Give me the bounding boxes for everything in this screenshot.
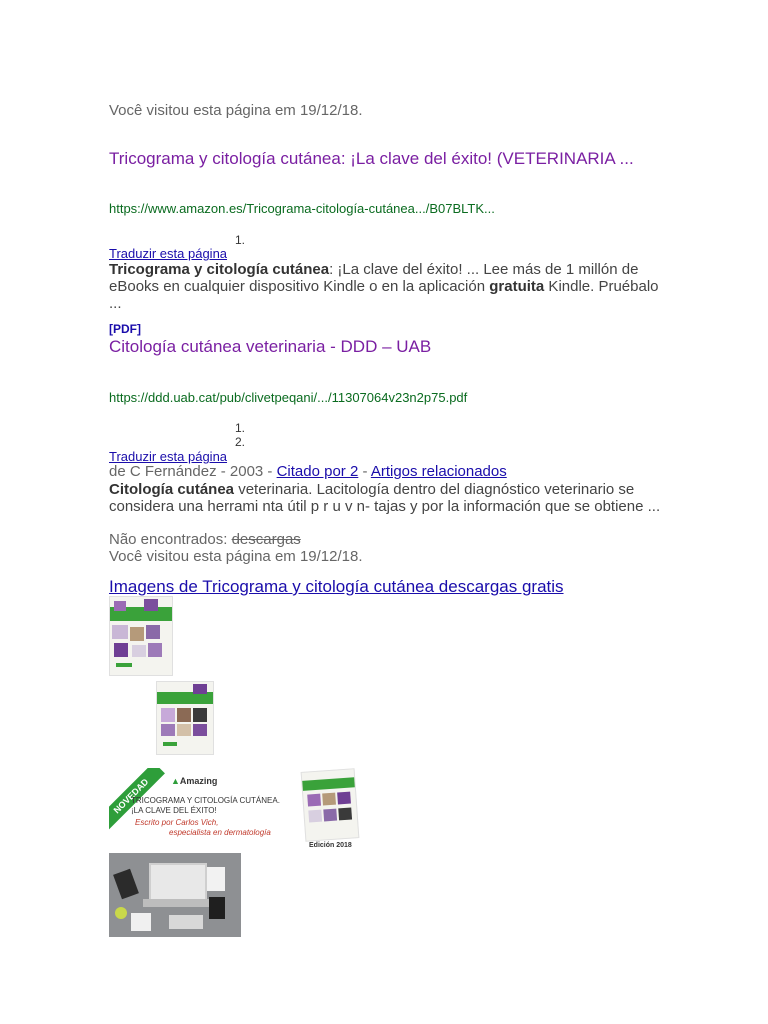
banner-author: Escrito por Carlos Vich, bbox=[135, 818, 219, 827]
result-2-snippet bbox=[109, 481, 669, 515]
meta-separator: - bbox=[358, 463, 371, 480]
coaster bbox=[115, 907, 127, 919]
result-1-translate-link[interactable]: Traduzir esta página bbox=[109, 246, 228, 261]
image-thumbnail-book-cover[interactable] bbox=[109, 596, 173, 676]
snippet-text: veterinaria. Lacitología dentro del diagnóstico veterinario se considera una herrami nta útil p r u v n- tajas y por la información que se obtiene ... bbox=[109, 481, 661, 515]
result-2-list-number: 2. bbox=[235, 435, 246, 449]
result-2-url[interactable]: https://ddd.uab.cat/pub/clivetpeqani/.../11307064v23n2p75.pdf bbox=[109, 390, 468, 405]
snippet-text: Kindle. Pruébalo ... bbox=[109, 278, 659, 312]
visited-note: Você visitou esta página em 19/12/18. bbox=[109, 102, 363, 119]
missing-label: Não encontrados: bbox=[109, 531, 232, 548]
image-thumbnail-desk-photo[interactable] bbox=[109, 853, 241, 937]
image-thumbnail-book-cover[interactable] bbox=[156, 681, 214, 755]
brand-logo: ▲Amazing bbox=[171, 776, 218, 786]
banner-title: TRICOGRAMA Y CITOLOGÍA CUTÁNEA. bbox=[131, 796, 280, 805]
edition-label: Edición 2018 bbox=[309, 842, 352, 849]
result-2-meta bbox=[109, 463, 507, 480]
visited-note: Você visitou esta página em 19/12/18. bbox=[109, 548, 363, 565]
banner-author-role: especialista en dermatología bbox=[169, 828, 271, 837]
result-2-list-number: 1. bbox=[235, 421, 246, 435]
laptop-screen bbox=[149, 863, 207, 901]
result-2-translate-link[interactable]: Traduzir esta página bbox=[109, 449, 228, 464]
snippet-bold: Citología cutánea bbox=[109, 481, 235, 498]
image-thumbnail-promo-banner[interactable] bbox=[109, 768, 361, 852]
result-1-title[interactable]: Tricograma y citología cutánea: ¡La clave del éxito! (VETERINARIA ... bbox=[109, 149, 634, 168]
related-articles-link[interactable]: Artigos relacionados bbox=[370, 463, 507, 480]
images-heading-link[interactable]: Imagens de Tricograma y citología cutánea descargas gratis bbox=[109, 577, 564, 596]
cited-by-link[interactable]: Citado por 2 bbox=[276, 463, 359, 480]
result-1-snippet bbox=[109, 261, 669, 312]
missing-terms bbox=[109, 531, 301, 548]
snippet-text: : ¡La clave del éxito! ... Lee más de 1 millón de eBooks en cualquier dispositivo Kindle o en la aplicación bbox=[109, 261, 639, 295]
result-1-list-number: 1. bbox=[235, 233, 246, 247]
tablet bbox=[169, 915, 203, 929]
book-cover-image bbox=[301, 768, 360, 842]
notebook bbox=[113, 869, 139, 900]
result-1-url[interactable]: https://www.amazon.es/Tricograma-citología-cutánea.../B07BLTK... bbox=[109, 201, 495, 216]
paper bbox=[207, 867, 225, 891]
novedad-ribbon: NOVEDAD bbox=[109, 768, 165, 830]
pdf-badge: [PDF] bbox=[109, 322, 141, 336]
banner-subtitle: ¡LA CLAVE DEL ÉXITO! bbox=[131, 806, 217, 815]
phone bbox=[209, 897, 225, 919]
missing-term: descargas bbox=[231, 531, 301, 548]
result-2-title[interactable]: Citología cutánea veterinaria - DDD – UAB bbox=[109, 337, 432, 356]
laptop-keyboard bbox=[143, 899, 209, 907]
book-cover-image bbox=[109, 596, 173, 676]
book bbox=[131, 913, 151, 931]
book-cover-image bbox=[156, 681, 214, 755]
snippet-bold: gratuita bbox=[489, 278, 545, 295]
snippet-bold: Tricograma y citología cutánea bbox=[109, 261, 330, 278]
meta-author: de C Fernández - 2003 - bbox=[109, 463, 277, 480]
